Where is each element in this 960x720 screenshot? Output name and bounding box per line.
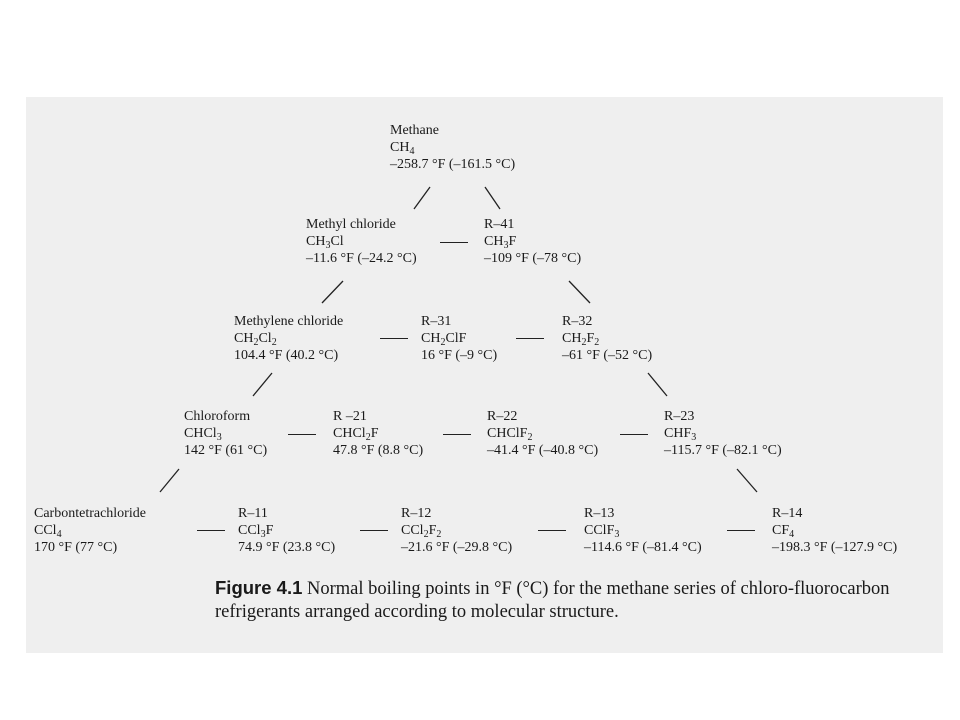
dash-connector [538, 530, 566, 531]
boiling-point: –198.3 °F (–127.9 °C) [772, 540, 898, 555]
compound-name: R–13 [584, 506, 615, 521]
compound-formula: $CH_4$ [390, 140, 415, 157]
compound-formula: $CH_2Cl_2$ [234, 331, 277, 348]
compound-name: R–12 [401, 506, 432, 521]
node-methyl-chloride [306, 216, 417, 267]
link-methane-r41 [485, 187, 500, 209]
boiling-point: –61 °F (–52 °C) [562, 348, 653, 363]
boiling-point: 104.4 °F (40.2 °C) [234, 348, 339, 363]
figure-label: Figure 4.1 [215, 577, 303, 598]
node-methane [390, 122, 515, 173]
node-r32 [562, 313, 652, 364]
boiling-point: –109 °F (–78 °C) [484, 251, 582, 266]
node-r41 [484, 216, 581, 267]
link-r41-r32 [569, 281, 590, 303]
compound-name: R –21 [333, 409, 367, 424]
dash-connector [620, 434, 648, 435]
compound-name: Methyl chloride [306, 217, 396, 232]
boiling-point: 74.9 °F (23.8 °C) [238, 540, 336, 555]
node-r23 [664, 408, 782, 459]
boiling-point: –41.4 °F (–40.8 °C) [487, 443, 599, 458]
dash-connector [197, 530, 225, 531]
compound-name: R–22 [487, 409, 518, 424]
node-r21 [333, 408, 423, 459]
dash-connector [360, 530, 388, 531]
link-methylchloride-methylenechloride [322, 281, 343, 303]
compound-formula: CHCl$_3$ [184, 426, 222, 443]
compound-name: R–41 [484, 217, 515, 232]
node-methylene-chloride [234, 313, 343, 364]
compound-formula: $CCl_2F_2$ [401, 523, 442, 540]
node-r22 [487, 408, 598, 459]
compound-formula: CClF$_3$ [584, 523, 620, 540]
link-r32-r23 [648, 373, 667, 396]
dash-connector [288, 434, 316, 435]
dash-connector [380, 338, 408, 339]
boiling-point: 142 °F (61 °C) [184, 443, 268, 458]
compound-formula: CHCl$_2$F [333, 426, 379, 443]
figure-caption [215, 576, 895, 624]
link-r23-r14 [737, 469, 757, 492]
compound-formula: CCl$_4$ [34, 523, 62, 540]
compound-name: Methylene chloride [234, 314, 344, 329]
node-r11 [238, 505, 335, 556]
compound-formula: $CF_4$ [772, 523, 795, 540]
compound-name: R–32 [562, 314, 593, 329]
node-r14 [772, 505, 897, 556]
link-chloroform-ccl4 [160, 469, 179, 492]
compound-name: Carbontetrachloride [34, 506, 146, 521]
link-methylenechloride-chloroform [253, 373, 272, 396]
boiling-point: 170 °F (77 °C) [34, 540, 118, 555]
compound-name: R–11 [238, 506, 268, 521]
compound-name: R–31 [421, 314, 452, 329]
dash-connector [516, 338, 544, 339]
node-carbontetrachloride [34, 505, 146, 556]
node-chloroform [184, 408, 267, 459]
boiling-point: –21.6 °F (–29.8 °C) [401, 540, 513, 555]
compound-name: R–14 [772, 506, 803, 521]
dash-connector [443, 434, 471, 435]
compound-name: R–23 [664, 409, 695, 424]
compound-formula: CCl$_3$F [238, 523, 274, 540]
compound-formula: $CHF_3$ [664, 426, 697, 443]
node-r31 [421, 313, 497, 364]
boiling-point: 16 °F (–9 °C) [421, 348, 498, 363]
node-r13 [584, 505, 702, 556]
compound-formula: $CH_2ClF$ [421, 331, 467, 348]
compound-formula: CHClF$_2$ [487, 426, 533, 443]
boiling-point: –11.6 °F (–24.2 °C) [306, 251, 417, 266]
boiling-point: –114.6 °F (–81.4 °C) [584, 540, 702, 555]
node-r12 [401, 505, 512, 556]
compound-formula: $CH_3F$ [484, 234, 517, 251]
compound-name: Chloroform [184, 409, 251, 424]
dash-connector [727, 530, 755, 531]
compound-formula: $CH_3Cl$ [306, 234, 344, 251]
caption-text: Normal boiling points in °F (°C) for the methane series of chloro-fluorocarbon refrigerants arranged according to molecular structure. [215, 579, 890, 622]
dash-connector [440, 242, 468, 243]
link-methane-methylchloride [414, 187, 430, 209]
compound-formula: $CH_2F_2$ [562, 331, 600, 348]
boiling-point: –258.7 °F (–161.5 °C) [390, 157, 516, 172]
boiling-point: 47.8 °F (8.8 °C) [333, 443, 424, 458]
boiling-point: –115.7 °F (–82.1 °C) [664, 443, 782, 458]
compound-name: Methane [390, 123, 439, 138]
